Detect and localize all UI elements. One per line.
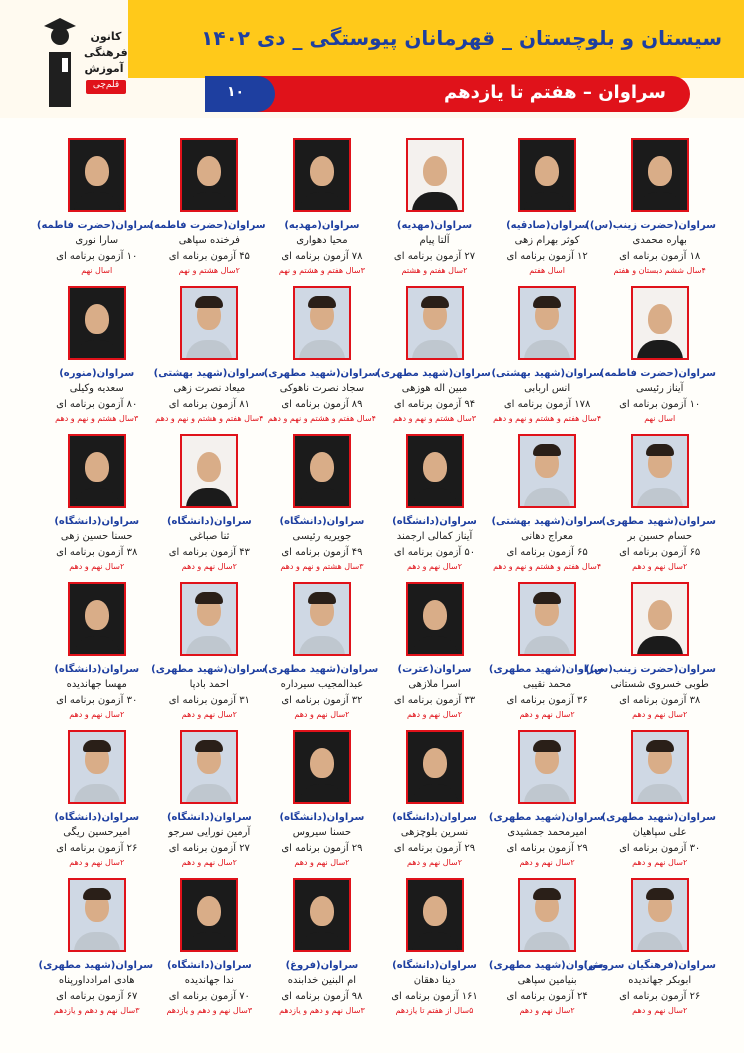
student-grade: اسال هفتم <box>529 266 565 275</box>
page-header <box>0 0 744 118</box>
student-school: سراوان(شهید مطهری) <box>263 664 379 675</box>
student-grade: اسال نهم <box>81 266 113 275</box>
student-card <box>603 434 716 582</box>
student-card <box>36 138 154 286</box>
logo-line1: کانون <box>90 30 122 43</box>
student-name: دینا دهقان <box>413 975 456 986</box>
student-name: جویریه رئیسی <box>292 531 352 542</box>
student-name: بهاره محمدی <box>632 235 687 246</box>
student-school: سراوان(فروغ) <box>285 960 359 971</box>
student-exams: ۳۶ آزمون برنامه ای <box>506 695 588 706</box>
logo-badge: قلم‌چی <box>86 80 126 94</box>
student-card <box>40 878 153 1026</box>
student-grade: ۲سال هشتم و نهم <box>178 266 240 275</box>
student-card <box>40 286 153 434</box>
student-name: معراج دهانی <box>521 531 574 542</box>
student-school: سراوان(شهید مطهری) <box>376 368 491 379</box>
student-grade: ۳سال نهم و دهم و یازدهم <box>53 1006 140 1015</box>
student-exams: ۱۷۸ آزمون برنامه ای <box>503 399 591 410</box>
student-card <box>378 434 491 582</box>
student-card <box>488 878 604 1026</box>
student-grade: ۳سال هشتم و نهم و دهم <box>392 414 477 423</box>
student-card <box>40 730 153 878</box>
student-school: سراوان(دانشگاه) <box>279 516 365 527</box>
student-grade: ۲سال نهم و دهم <box>294 858 350 867</box>
graduate-figure-icon <box>42 14 76 109</box>
student-name: کوثر بهرام زهی <box>514 235 580 246</box>
title-band <box>128 0 744 78</box>
student-grade: ۲سال نهم و دهم <box>181 858 237 867</box>
student-name: حسنا سیروس <box>292 827 352 838</box>
student-grid <box>36 138 716 1038</box>
student-card <box>488 730 604 878</box>
student-photo <box>293 878 351 952</box>
student-card <box>40 582 153 730</box>
student-name: انس اربابی <box>524 383 571 394</box>
student-grade: ۲سال نهم و دهم <box>632 1006 688 1015</box>
student-school: سراوان(صادقیه) <box>506 220 589 231</box>
student-exams: ۱۰ آزمون برنامه ای <box>56 251 138 262</box>
student-card <box>378 138 491 286</box>
page-title: سیستان و بلوچستان _ قهرمانان پیوستگی _ دی ۱۴۰۲ <box>201 26 722 50</box>
student-photo <box>68 730 126 804</box>
student-school: سراوان(شهید بهشتی) <box>153 368 265 379</box>
student-exams: ۴۹ آزمون برنامه ای <box>281 547 363 558</box>
student-school: سراوان(شهید مطهری) <box>601 812 716 823</box>
student-card <box>266 138 379 286</box>
logo-line3: آموزش <box>84 62 124 75</box>
student-exams: ۲۹ آزمون برنامه ای <box>281 843 363 854</box>
student-school: سراوان(دانشگاه) <box>166 812 252 823</box>
student-name: ام البنین خدابنده <box>287 975 357 986</box>
student-name: ندا جهاندیده <box>184 975 234 986</box>
student-exams: ۱۲ آزمون برنامه ای <box>506 251 588 262</box>
student-exams: ۶۵ آزمون برنامه ای <box>506 547 588 558</box>
student-name: طوبی خسروی شستانی <box>610 679 709 690</box>
student-card <box>266 878 379 1026</box>
student-card <box>266 730 379 878</box>
student-grade: ۳سال هشتم و نهم و دهم <box>55 414 139 423</box>
student-photo <box>406 138 464 212</box>
student-school: سراوان(شهید مطهری) <box>488 664 604 675</box>
student-grade: ۲سال نهم و دهم <box>406 858 463 867</box>
student-school: سراوان(شهید بهشتی) <box>491 368 603 379</box>
student-exams: ۲۷ آزمون برنامه ای <box>168 843 250 854</box>
student-school: سراوان(شهید مطهری) <box>263 368 379 379</box>
student-photo <box>293 730 351 804</box>
student-card <box>585 582 716 730</box>
student-photo <box>180 878 238 952</box>
student-exams: ۴۵ آزمون برنامه ای <box>168 251 250 262</box>
student-exams: ۳۳ آزمون برنامه ای <box>393 695 476 706</box>
student-photo <box>406 730 464 804</box>
student-name: آرمین نورایی سرجو <box>168 827 251 838</box>
student-card <box>153 434 266 582</box>
student-exams: ۴۳ آزمون برنامه ای <box>168 547 250 558</box>
student-exams: ۲۶ آزمون برنامه ای <box>56 843 138 854</box>
student-exams: ۳۱ آزمون برنامه ای <box>168 695 250 706</box>
student-name: بنیامین سپاهی <box>517 975 577 986</box>
student-photo <box>293 286 351 360</box>
student-photo <box>406 286 464 360</box>
student-school: سراوان(عترت) <box>397 664 472 675</box>
student-photo <box>68 878 126 952</box>
student-grade: ۳سال نهم و دهم و یازدهم <box>279 1006 365 1015</box>
student-school: سراوان(شهید مطهری) <box>151 664 266 675</box>
student-grade: ۲سال نهم و دهم <box>406 710 463 719</box>
student-grade: ۲سال نهم و دهم <box>69 562 125 571</box>
student-card <box>583 878 716 1026</box>
student-school: سراوان(فرهنگیان سروش) <box>583 960 716 971</box>
student-school: سراوان(مهدیه) <box>396 220 473 231</box>
student-grade: ۴سال هفتم و هشتم و نهم و دهم <box>493 562 602 571</box>
student-exams: ۳۰ آزمون برنامه ای <box>56 695 138 706</box>
student-name: سعدیه وکیلی <box>69 383 124 394</box>
student-name: سجاد نصرت ناهوکی <box>279 383 365 394</box>
student-name: هادی امرادداورپناه <box>58 975 135 986</box>
student-school: سراوان(دانشگاه) <box>392 812 477 823</box>
student-exams: ۹۴ آزمون برنامه ای <box>393 399 476 410</box>
student-grade: ۳سال نهم و دهم و یازدهم <box>166 1006 253 1015</box>
student-name: ثنا صباغی <box>189 531 230 542</box>
student-photo <box>68 434 126 508</box>
student-school: سراوان(دانشگاه) <box>54 516 140 527</box>
student-school: سراوان(دانشگاه) <box>166 516 252 527</box>
page-number-tab <box>205 76 275 112</box>
student-name: آیناز رئیسی <box>635 383 684 394</box>
student-card <box>491 286 604 434</box>
student-name: میعاد نصرت زهی <box>173 383 246 394</box>
student-exams: ۱۶۱ آزمون برنامه ای <box>391 991 478 1002</box>
student-grade: ۲سال نهم و دهم <box>69 710 125 719</box>
student-exams: ۳۸ آزمون برنامه ای <box>56 547 138 558</box>
student-exams: ۷۸ آزمون برنامه ای <box>281 251 363 262</box>
student-name: اسرا ملازهی <box>408 679 461 690</box>
student-card <box>488 582 604 730</box>
student-photo <box>180 582 238 656</box>
student-name: ابوبکر جهاندیده <box>628 975 692 986</box>
student-name: حسام حسین بر <box>627 531 693 542</box>
student-photo <box>68 582 126 656</box>
student-exams: ۱۰ آزمون برنامه ای <box>619 399 701 410</box>
student-photo <box>631 286 689 360</box>
student-photo <box>293 138 351 212</box>
student-exams: ۶۵ آزمون برنامه ای <box>619 547 701 558</box>
student-card <box>153 286 266 434</box>
student-school: سراوان(شهید مطهری) <box>38 960 154 971</box>
student-exams: ۳۸ آزمون برنامه ای <box>619 695 701 706</box>
student-card <box>378 878 491 1026</box>
student-name: فرخنده سپاهی <box>178 235 240 246</box>
student-grade: ۲سال نهم و دهم <box>519 710 575 719</box>
student-grade: ۳سال هشتم و نهم و دهم <box>280 562 364 571</box>
page-number: ۱۰ <box>227 84 245 100</box>
student-photo <box>631 878 689 952</box>
student-card <box>599 286 716 434</box>
student-exams: ۱۸ آزمون برنامه ای <box>619 251 701 262</box>
student-card <box>153 730 266 878</box>
logo-line2: فرهنگی <box>84 46 128 59</box>
student-card <box>266 434 379 582</box>
student-photo <box>518 582 576 656</box>
student-grade: ۲سال نهم و دهم <box>69 858 125 867</box>
student-grade: ۲سال نهم و دهم <box>406 562 463 571</box>
student-name: احمد بادپا <box>189 679 229 690</box>
student-photo <box>518 878 576 952</box>
student-photo <box>180 138 238 212</box>
student-exams: ۲۶ آزمون برنامه ای <box>619 991 701 1002</box>
subtitle-band <box>205 76 690 112</box>
student-exams: ۲۴ آزمون برنامه ای <box>506 991 588 1002</box>
student-photo <box>518 286 576 360</box>
student-photo <box>631 730 689 804</box>
student-photo <box>518 730 576 804</box>
student-exams: ۹۸ آزمون برنامه ای <box>281 991 363 1002</box>
student-exams: ۳۲ آزمون برنامه ای <box>281 695 363 706</box>
student-name: آیناز کمالی ارجمند <box>396 531 473 542</box>
student-photo <box>406 434 464 508</box>
student-photo <box>293 434 351 508</box>
student-name: مبین اله هوزهی <box>401 383 468 394</box>
student-school: سراوان(منوره) <box>59 368 135 379</box>
student-card <box>149 138 266 286</box>
student-grade: ۴سال هفتم و هشتم و نهم و دهم <box>267 414 376 423</box>
student-school: سراوان(حضرت فاطمه) <box>599 368 716 379</box>
student-card <box>491 138 604 286</box>
student-exams: ۸۹ آزمون برنامه ای <box>281 399 363 410</box>
page-subtitle: سراوان – هفتم تا یازدهم <box>444 82 666 103</box>
student-grade: ۲سال نهم و دهم <box>632 562 688 571</box>
student-grade: ۴سال ششم دبستان و هفتم <box>613 266 706 275</box>
student-grade: ۲سال نهم و دهم <box>181 710 237 719</box>
student-school: سراوان(دانشگاه) <box>392 960 477 971</box>
student-name: سارا نوری <box>75 235 119 246</box>
student-grade: ۴سال هفتم و هشتم و نهم و دهم <box>155 414 264 423</box>
student-grade: ۲سال نهم و دهم <box>181 562 237 571</box>
student-grade: ۲سال نهم و دهم <box>519 858 575 867</box>
student-exams: ۲۹ آزمون برنامه ای <box>393 843 476 854</box>
student-card <box>378 582 491 730</box>
student-name: محیا دهواری <box>296 235 348 246</box>
student-school: سراوان(شهید مطهری) <box>488 812 604 823</box>
student-photo <box>406 582 464 656</box>
student-photo <box>518 434 576 508</box>
student-photo <box>180 730 238 804</box>
student-photo <box>406 878 464 952</box>
student-card <box>153 582 266 730</box>
student-photo <box>293 582 351 656</box>
student-photo <box>631 582 689 656</box>
student-school: سراوان(شهید مطهری) <box>488 960 604 971</box>
student-exams: ۸۰ آزمون برنامه ای <box>56 399 138 410</box>
student-name: عبدالمجیب سیرداره <box>280 679 364 690</box>
student-card <box>491 434 604 582</box>
student-name: حسنا حسین زهی <box>60 531 133 542</box>
student-school: سراوان(حضرت فاطمه) <box>36 220 154 231</box>
student-exams: ۲۷ آزمون برنامه ای <box>393 251 476 262</box>
student-name: مهسا جهانديده <box>66 679 127 690</box>
student-school: سراوان(شهید بهشتی) <box>491 516 603 527</box>
student-school: سراوان(دانشگاه) <box>279 812 365 823</box>
student-grade: اسال نهم <box>644 414 676 423</box>
student-photo <box>68 286 126 360</box>
student-exams: ۲۹ آزمون برنامه ای <box>506 843 588 854</box>
student-exams: ۷۰ آزمون برنامه ای <box>168 991 250 1002</box>
student-name: آلتا پیام <box>419 235 450 246</box>
student-grade: ۲سال نهم و دهم <box>519 1006 575 1015</box>
student-grade: ۳سال هفتم و هشتم و نهم <box>278 266 365 275</box>
student-photo <box>68 138 126 212</box>
student-school: سراوان(حضرت فاطمه) <box>149 220 266 231</box>
student-card <box>378 730 491 878</box>
student-school: سراوان(حضرت زینب(س)) <box>585 220 716 231</box>
student-name: امیرحسین ریگی <box>63 827 131 838</box>
student-school: سراوان(دانشگاه) <box>166 960 252 971</box>
student-card <box>378 286 491 434</box>
student-grade: ۵سال از هفتم تا یازدهم <box>395 1006 474 1015</box>
student-photo <box>180 286 238 360</box>
student-photo <box>631 434 689 508</box>
student-school: سراوان(شهید مطهری) <box>601 516 716 527</box>
student-photo <box>518 138 576 212</box>
student-school: سراوان(حضرت زینب(س)) <box>585 664 716 675</box>
student-photo <box>631 138 689 212</box>
student-grade: ۲سال نهم و دهم <box>632 858 688 867</box>
student-exams: ۶۷ آزمون برنامه ای <box>56 991 138 1002</box>
student-name: علی سپاهیان <box>632 827 687 838</box>
student-card <box>585 138 716 286</box>
student-grade: ۴سال هفتم و هشتم و نهم و دهم <box>493 414 602 423</box>
student-school: سراوان(دانشگاه) <box>392 516 477 527</box>
student-exams: ۸۱ آزمون برنامه ای <box>168 399 250 410</box>
student-name: محمد نقیبی <box>522 679 572 690</box>
student-exams: ۵۰ آزمون برنامه ای <box>393 547 476 558</box>
student-exams: ۳۰ آزمون برنامه ای <box>619 843 701 854</box>
student-name: نسرین بلوچزهی <box>400 827 469 838</box>
student-school: سراوان(مهدیه) <box>284 220 360 231</box>
student-school: سراوان(دانشگاه) <box>54 664 140 675</box>
student-grade: ۲سال نهم و دهم <box>294 710 350 719</box>
student-photo <box>180 434 238 508</box>
student-card <box>603 730 716 878</box>
student-card <box>40 434 153 582</box>
student-school: سراوان(دانشگاه) <box>54 812 140 823</box>
student-card <box>263 582 379 730</box>
student-grade: ۲سال هفتم و هشتم <box>401 266 468 275</box>
student-card <box>263 286 379 434</box>
student-name: امیرمحمد جمشیدی <box>507 827 587 838</box>
student-card <box>153 878 266 1026</box>
student-grade: ۲سال نهم و دهم <box>632 710 688 719</box>
